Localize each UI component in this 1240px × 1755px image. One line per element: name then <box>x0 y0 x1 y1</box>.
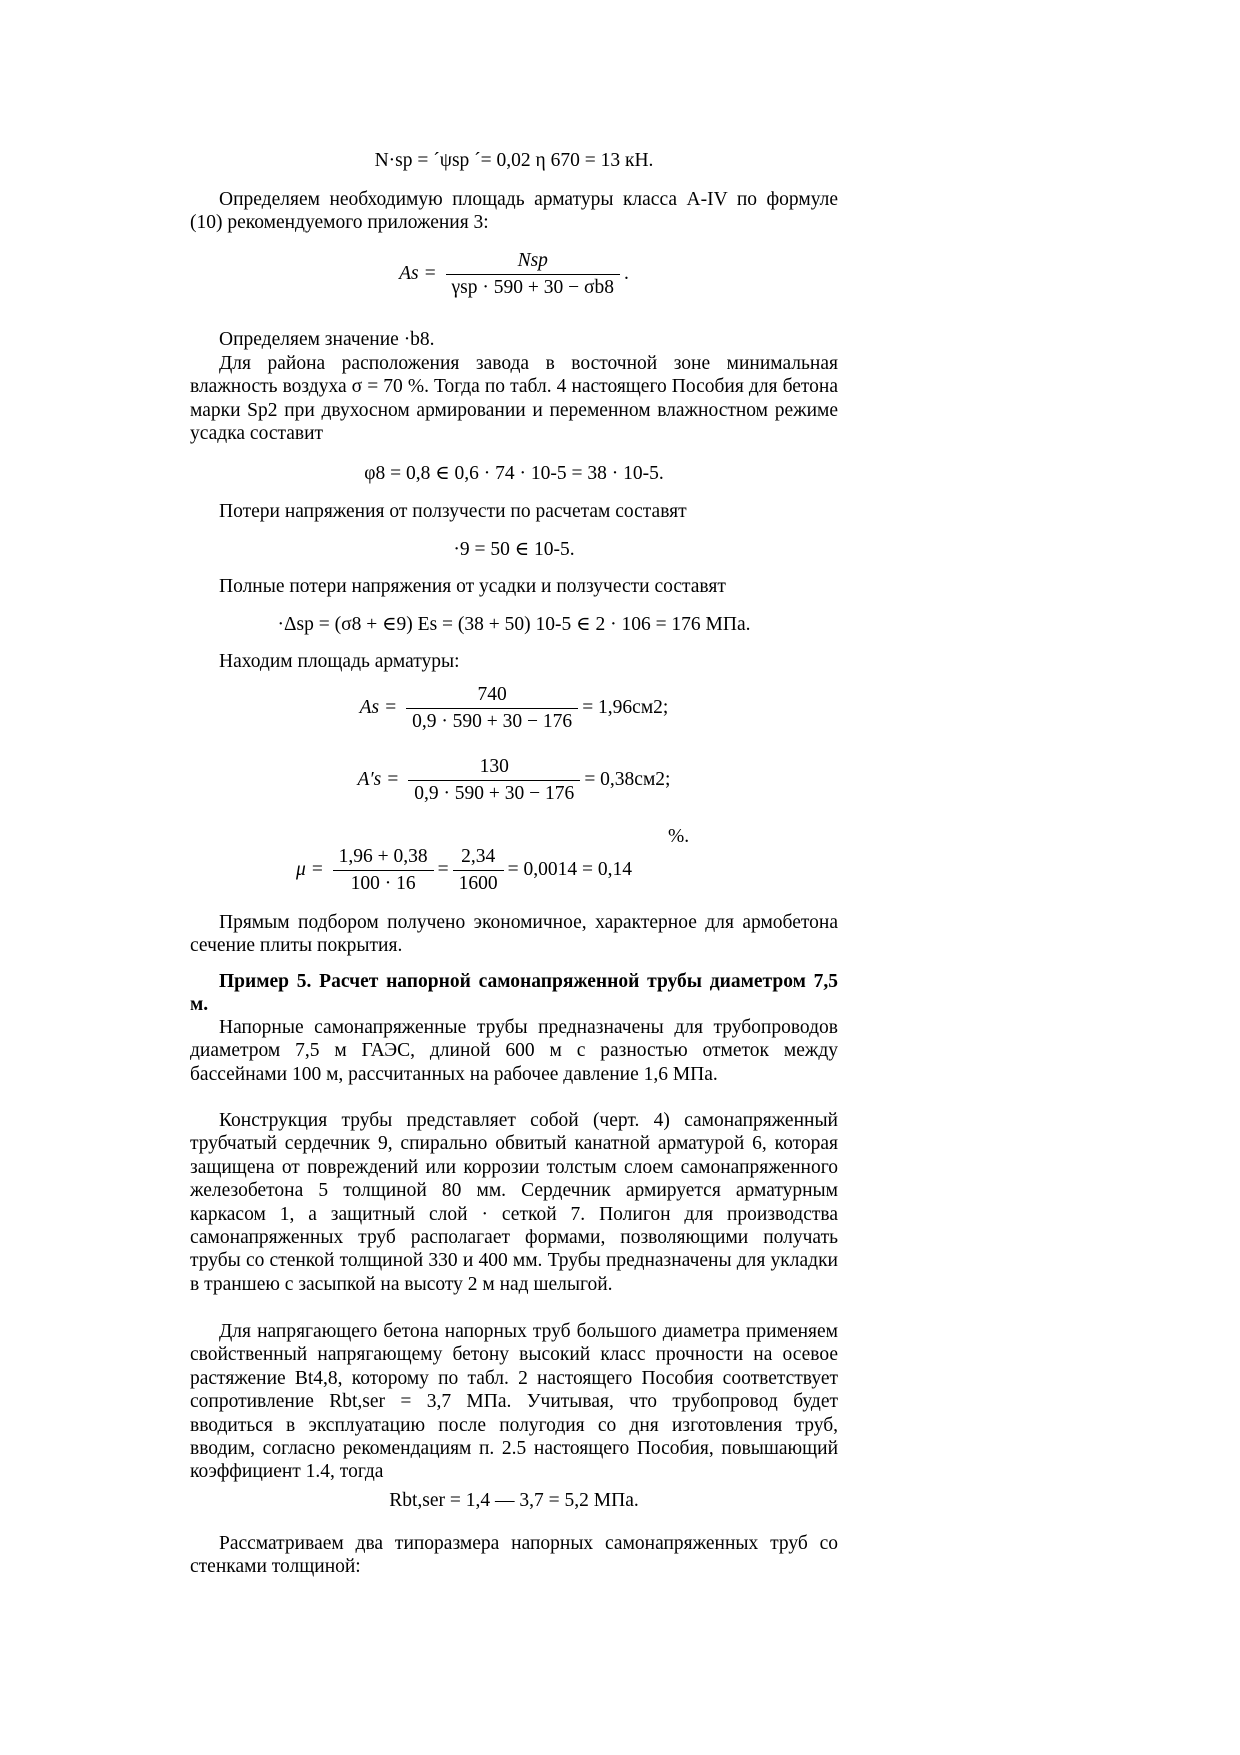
paragraph-4-text: Потери напряжения от ползучести по расчетам составят <box>219 501 687 522</box>
paragraph-6-text: Находим площадь арматуры: <box>219 651 460 672</box>
paragraph-7-text: Прямым подбором получено экономичное, характерное для армобетона сечение плиты покрытия. <box>190 912 838 957</box>
formula-mu-numerator-1: 1,96 + 0,38 <box>333 846 434 871</box>
percent-sign-text: %. <box>668 826 690 847</box>
paragraph-2-text: Определяем значение ·b8. <box>219 329 435 350</box>
example-5-heading <box>190 970 838 1017</box>
paragraph-8 <box>190 1016 838 1086</box>
formula-as-fraction <box>446 250 620 299</box>
equation-delta-sp-text: ·Δsp = (σ8 + ∈9) Es = (38 + 50) 10-5 ∈ 2 · 106 = 176 МПа. <box>277 614 751 635</box>
paragraph-11-text: Рассматриваем два типоразмера напорных самонапряженных труб со стенками толщиной: <box>190 1533 838 1578</box>
percent-sign <box>668 826 689 848</box>
formula-as-prime-lhs: A′s = <box>357 768 400 790</box>
formula-as-value-denominator: 0,9 · 590 + 30 − 176 <box>412 711 573 732</box>
paragraph-9 <box>190 1109 838 1296</box>
paragraph-9-text: Конструкция трубы представляет собой (черт. 4) самонапряженный трубчатый сердечник 9, спирально обвитый канатной арматурой 6, которая защищена от повреждений или коррозии толстым слоем самонапряженного железобетона 5 толщиной 80 мм. Сердечник армируется арматурным каркасом 1, а защитный слой · сеткой 7. Полигон для производства самонапряженных труб располагает формами, позволяющими получать трубы со стенкой толщиной 330 и 400 мм. Трубы предназначены для укладки в траншею с засыпкой на высоту 2 м над шелыгой. <box>190 1110 838 1295</box>
formula-as-prime-rhs: = 0,38см2; <box>584 768 671 790</box>
formula-as-lhs: As = <box>399 262 437 284</box>
formula-as-value <box>190 684 838 733</box>
formula-mu-lhs: μ = <box>295 858 324 880</box>
formula-mu-denominator-1: 100 · 16 <box>350 873 416 894</box>
formula-as-value-lhs: As = <box>359 696 398 718</box>
formula-as-prime-value <box>190 756 838 805</box>
formula-mu-denominator-2: 1600 <box>458 873 498 894</box>
formula-as-denominator: γsp · 590 + 30 − σb8 <box>451 277 614 298</box>
formula-as-value-numerator: 740 <box>406 684 578 709</box>
formula-as-numerator: Nsp <box>446 250 620 275</box>
equation-nsp <box>190 150 838 172</box>
equation-phi8 <box>190 461 838 485</box>
equation-phi8-text: φ8 = 0,8 ∈ 0,6 · 74 · 10-5 = 38 · 10-5. <box>364 463 664 484</box>
paragraph-6 <box>190 650 838 673</box>
formula-as-general <box>190 250 838 299</box>
formula-as-prime-numerator: 130 <box>408 756 580 781</box>
paragraph-10-text: Для напрягающего бетона напорных труб большого диаметра применяем свойственный напрягающему бетону высокий класс прочности на осевое растяжение Bt4,8, которому по табл. 2 настоящего Пособия соответствует сопротивление Rbt,ser = 3,7 МПа. Учитывая, что трубопровод будет вводиться в эксплуатацию после полугодия со дня изготовления труб, вводим, согласно рекомендациям п. 2.5 настоящего Пособия, повышающий коэффициент 1.4, тогда <box>190 1321 838 1483</box>
formula-as-prime-fraction <box>408 756 580 805</box>
formula-as-value-fraction <box>406 684 578 733</box>
equation-creep-text: ·9 = 50 ∈ 10-5. <box>453 539 575 560</box>
paragraph-8-text: Напорные самонапряженные трубы предназначены для трубопроводов диаметром 7,5 м ГАЭС, длиной 600 м с разностью отметок между бассейнами 100 м, рассчитанных на рабочее давление 1,6 МПа. <box>190 1017 838 1085</box>
formula-as-prime-denominator: 0,9 · 590 + 30 − 176 <box>414 783 575 804</box>
paragraph-1-text: Определяем необходимую площадь арматуры класса A-IV по формуле (10) рекомендуемого приложения 3: <box>190 189 838 234</box>
formula-mu-numerator-2: 2,34 <box>453 846 504 871</box>
paragraph-3-text: Для района расположения завода в восточной зоне минимальная влажность воздуха σ = 70 %. Тогда по табл. 4 настоящего Пособия для бетона марки Sp2 при двухосном армировании и переменном влажностном режиме усадка составит <box>190 353 838 445</box>
paragraph-1 <box>190 188 838 235</box>
formula-as-value-rhs: = 1,96см2; <box>582 696 669 718</box>
paragraph-10 <box>190 1320 838 1484</box>
formula-as-tail: . <box>624 262 629 284</box>
example-5-heading-text: Пример 5. Расчет напорной самонапряженной трубы диаметром 7,5 м. <box>190 971 838 1016</box>
equation-nsp-text: N·sp = ´ψsp ´= 0,02 η 670 = 13 кН. <box>374 150 654 171</box>
equation-delta-sp <box>190 612 838 636</box>
paragraph-4 <box>190 500 838 523</box>
paragraph-11 <box>190 1532 838 1579</box>
paragraph-7 <box>190 911 838 958</box>
equation-rbt <box>190 1490 838 1512</box>
formula-mu-fraction-2 <box>453 846 504 895</box>
paragraph-3 <box>190 352 838 446</box>
equation-rbt-text: Rbt,ser = 1,4 — 3,7 = 5,2 МПа. <box>389 1490 639 1511</box>
formula-mu-fraction-1 <box>333 846 434 895</box>
equation-creep <box>190 537 838 561</box>
paragraph-5 <box>190 575 838 598</box>
paragraph-2 <box>190 328 838 351</box>
paragraph-5-text: Полные потери напряжения от усадки и ползучести составят <box>219 576 726 597</box>
formula-mu-rhs: = 0,0014 = 0,14 <box>507 858 633 880</box>
formula-mu: μ = $\frac{1,96 + 0,38}{100 \cdot 16}$ = $\frac{2,34}{1600}$ = 0,0014 = 0,14 <box>295 846 633 894</box>
